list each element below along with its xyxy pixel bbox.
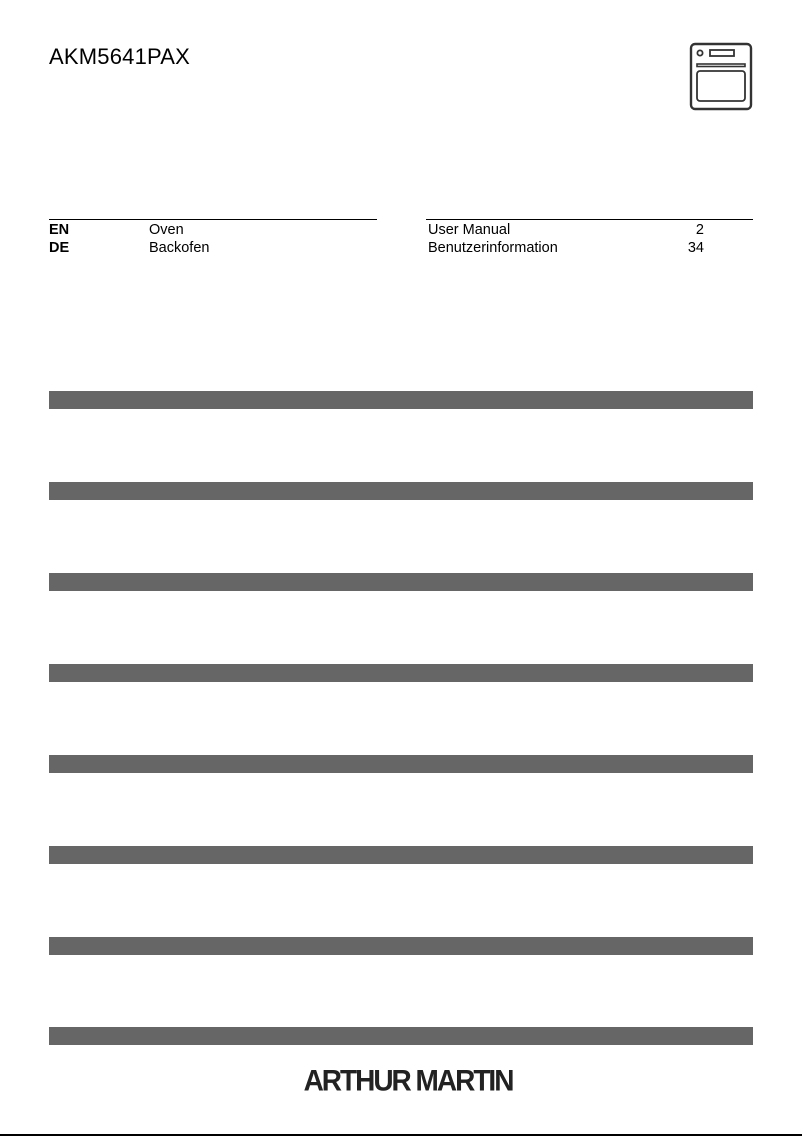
gray-bar xyxy=(49,482,753,500)
page-number: 2 xyxy=(695,222,704,238)
gray-bar xyxy=(49,573,753,591)
brand-logo: ARTHUR MARTIN xyxy=(303,1064,513,1097)
language-code: DE xyxy=(49,240,70,256)
divider-left xyxy=(49,219,377,220)
gray-bar xyxy=(49,1027,753,1045)
model-number: AKM5641PAX xyxy=(49,44,191,69)
page-number: 34 xyxy=(687,240,704,256)
oven-icon xyxy=(689,42,753,112)
language-row-en xyxy=(0,221,802,239)
document-type: Benutzerinformation xyxy=(428,240,558,256)
gray-bar xyxy=(49,664,753,682)
gray-bar xyxy=(49,937,753,955)
divider-right xyxy=(426,219,753,220)
language-row-de xyxy=(0,239,802,257)
gray-bar xyxy=(49,755,753,773)
product-name: Oven xyxy=(149,222,184,238)
language-code: EN xyxy=(49,222,70,238)
product-name: Backofen xyxy=(149,240,210,256)
document-type: User Manual xyxy=(428,222,511,238)
gray-bar xyxy=(49,391,753,409)
gray-bar xyxy=(49,846,753,864)
